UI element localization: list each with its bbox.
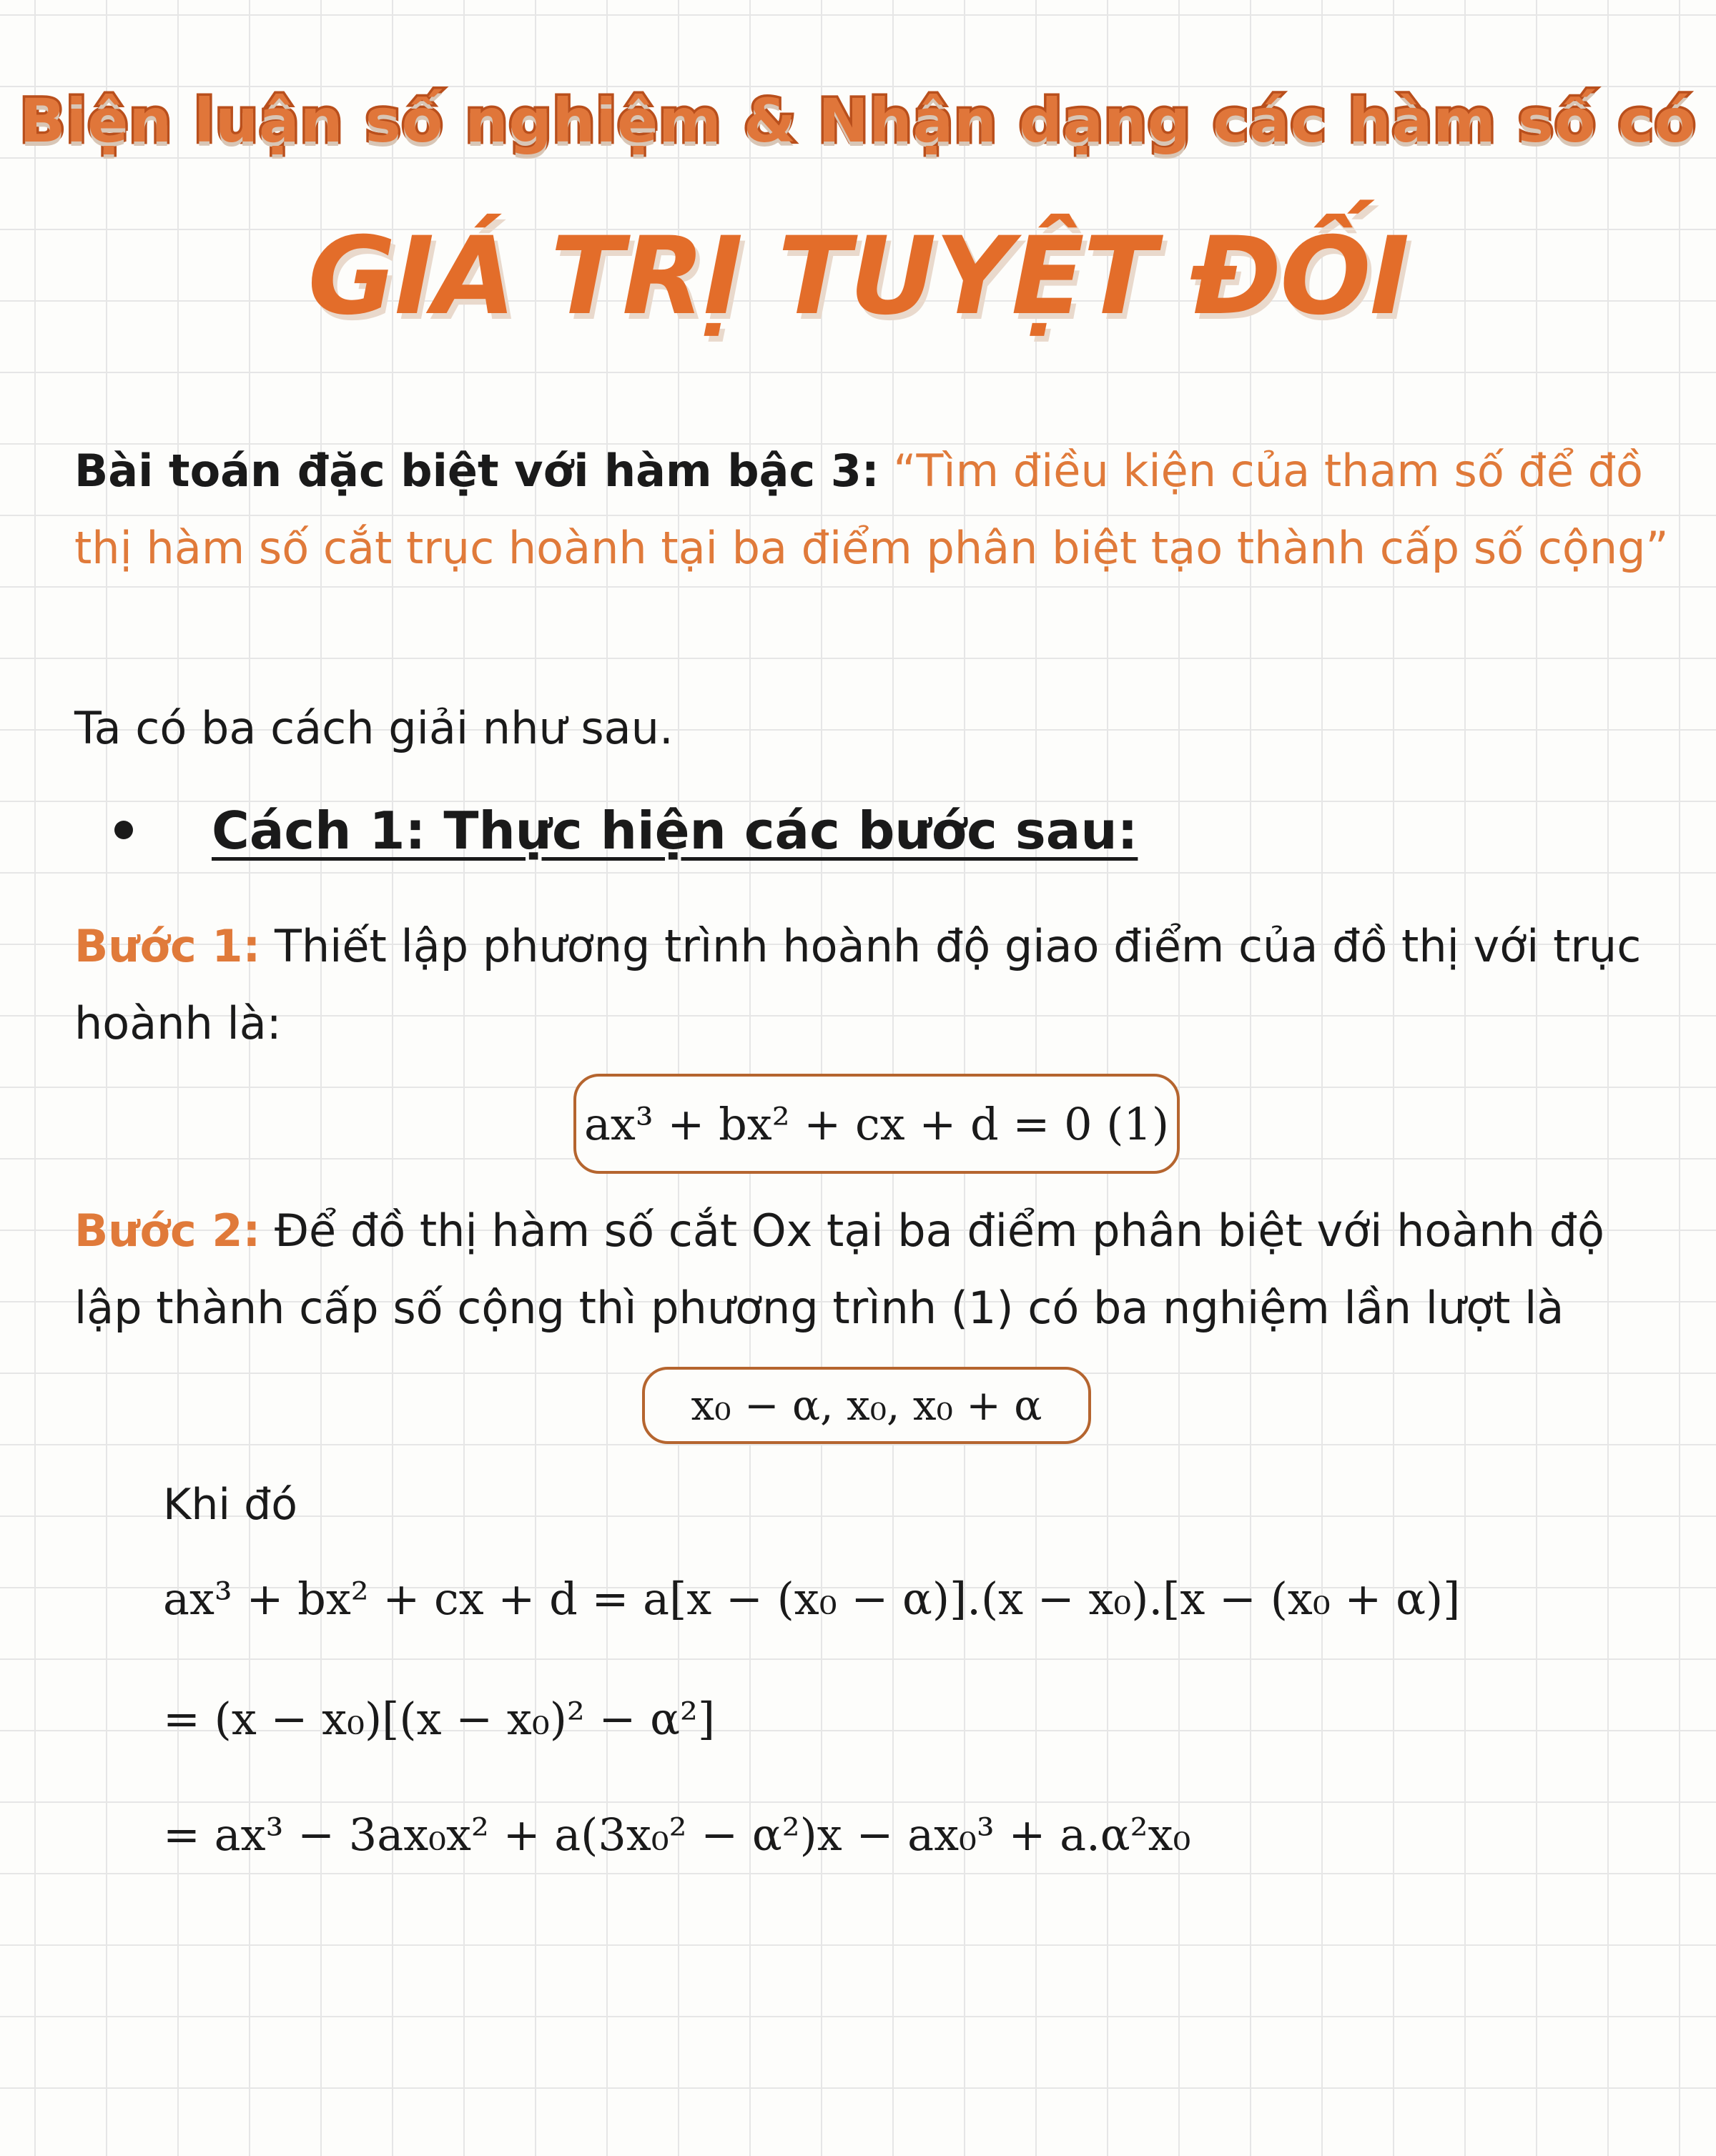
step-1-label: Bước 1: [74,920,261,972]
derivation-line-2: = (x − x₀)[(x − x₀)² − α²] [163,1693,716,1745]
step-1-text: Thiết lập phương trình hoành độ giao điểm của đồ thị với trục hoành là: [74,920,1642,1049]
step-1 [74,908,1669,1062]
page-title: GIÁ TRỊ TUYỆT ĐỐI [307,214,1409,339]
roots-box: x₀ − α, x₀, x₀ + α [642,1367,1091,1444]
problem-statement [74,432,1669,587]
method-title: Cách 1: Thực hiện các bước sau: [212,801,1138,861]
step-2-label: Bước 2: [74,1205,261,1257]
bullet-dot-icon [114,821,133,839]
step-2-text: Để đồ thị hàm số cắt Ox tại ba điểm phân biệt với hoành độ lập thành cấp số cộng thì phương trình (1) có ba nghiệm lần lượt là [74,1205,1604,1334]
title-line-1: Biện luận số nghiệm & Nhận dạng các hàm số có [19,86,1697,156]
problem-quote: “Tìm điều kiện của tham số để đồ thị hàm số cắt trục hoành tại ba điểm phân biệt tạo thành cấp số cộng” [74,445,1669,574]
step-2 [74,1192,1669,1347]
problem-label: Bài toán đặc biệt với hàm bậc 3: [74,445,879,497]
intro-text: Ta có ba cách giải như sau. [74,702,674,754]
equation-1-box: ax³ + bx² + cx + d = 0 (1) [573,1074,1180,1174]
derivation-intro: Khi đó [163,1480,297,1530]
derivation-line-1: ax³ + bx² + cx + d = a[x − (x₀ − α)].(x − x₀).[x − (x₀ + α)] [163,1573,1461,1625]
method-heading [114,801,1138,861]
derivation-line-3: = ax³ − 3ax₀x² + a(3x₀² − α²)x − ax₀³ + a.α²x₀ [163,1809,1191,1861]
